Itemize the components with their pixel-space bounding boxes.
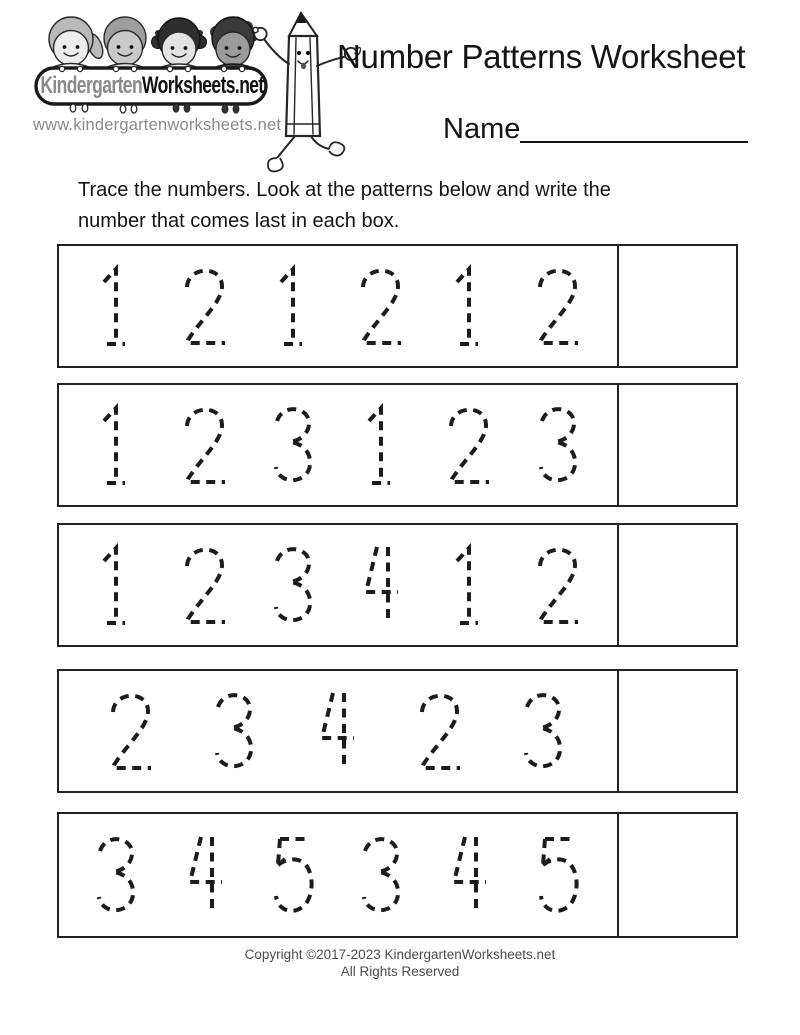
pattern-row xyxy=(57,383,738,507)
pencil-legs xyxy=(268,136,344,171)
pattern-row xyxy=(57,523,738,647)
kid-girl-3 xyxy=(152,18,207,68)
traceable-digit-3 xyxy=(87,827,147,923)
footer-rights: All Rights Reserved xyxy=(340,964,460,979)
traceable-digit-4 xyxy=(176,827,236,923)
traceable-digit-2 xyxy=(352,258,412,354)
pattern-row xyxy=(57,669,738,793)
traceable-digit-3 xyxy=(205,683,265,779)
trace-digits-area xyxy=(59,814,617,936)
traceable-digit-2 xyxy=(176,397,236,493)
pencil-left-shoe xyxy=(268,158,283,171)
traceable-digit-1 xyxy=(264,258,324,354)
traceable-digit-2 xyxy=(529,537,589,633)
trace-digits-area xyxy=(59,525,617,645)
traceable-digit-3 xyxy=(264,397,324,493)
traceable-digit-1 xyxy=(87,258,147,354)
traceable-digit-2 xyxy=(529,258,589,354)
pencil-right-shoe xyxy=(329,142,344,155)
trace-digits-area xyxy=(59,385,617,505)
traceable-digit-3 xyxy=(264,537,324,633)
traceable-digit-1 xyxy=(87,397,147,493)
kid-boy-2 xyxy=(104,17,146,68)
name-label: Name xyxy=(443,113,521,145)
trace-digits-area xyxy=(59,246,617,366)
page-title: Number Patterns Worksheet xyxy=(337,38,746,75)
pattern-row xyxy=(57,244,738,368)
traceable-digit-4 xyxy=(440,827,500,923)
site-url: www.kindergartenworksheets.net xyxy=(33,116,282,134)
traceable-digit-5 xyxy=(264,827,324,923)
traceable-digit-4 xyxy=(352,537,412,633)
traceable-digit-1 xyxy=(440,537,500,633)
instructions-text: Trace the numbers. Look at the patterns below and write the number that comes last in each box. xyxy=(78,179,611,232)
traceable-digit-3 xyxy=(529,397,589,493)
answer-box xyxy=(617,525,736,645)
traceable-digit-5 xyxy=(529,827,589,923)
traceable-digit-2 xyxy=(176,258,236,354)
trace-digits-area xyxy=(59,671,617,791)
answer-box xyxy=(617,246,736,366)
answer-box xyxy=(617,814,736,936)
traceable-digit-2 xyxy=(440,397,500,493)
traceable-digit-4 xyxy=(308,683,368,779)
answer-box xyxy=(617,385,736,505)
name-underline xyxy=(520,140,748,143)
answer-box xyxy=(617,671,736,791)
footer xyxy=(0,946,800,980)
traceable-digit-1 xyxy=(352,397,412,493)
traceable-digit-2 xyxy=(102,683,162,779)
traceable-digit-3 xyxy=(514,683,574,779)
pencil-tongue xyxy=(301,63,306,69)
brand-worksheets-net: Worksheets.net xyxy=(142,70,264,98)
traceable-digit-2 xyxy=(176,537,236,633)
brand-kindergarten: Kindergarten xyxy=(40,70,143,98)
pattern-row xyxy=(57,812,738,938)
traceable-digit-1 xyxy=(87,537,147,633)
name-line xyxy=(443,114,748,146)
pencil-body xyxy=(286,13,320,136)
footer-copyright: Copyright ©2017-2023 KindergartenWorksheets.net xyxy=(244,947,556,962)
logo-brand-text xyxy=(40,62,264,108)
pencil-mascot-illustration xyxy=(243,8,373,174)
traceable-digit-2 xyxy=(411,683,471,779)
traceable-digit-3 xyxy=(352,827,412,923)
traceable-digit-1 xyxy=(440,258,500,354)
kid-girl-1 xyxy=(49,17,106,68)
